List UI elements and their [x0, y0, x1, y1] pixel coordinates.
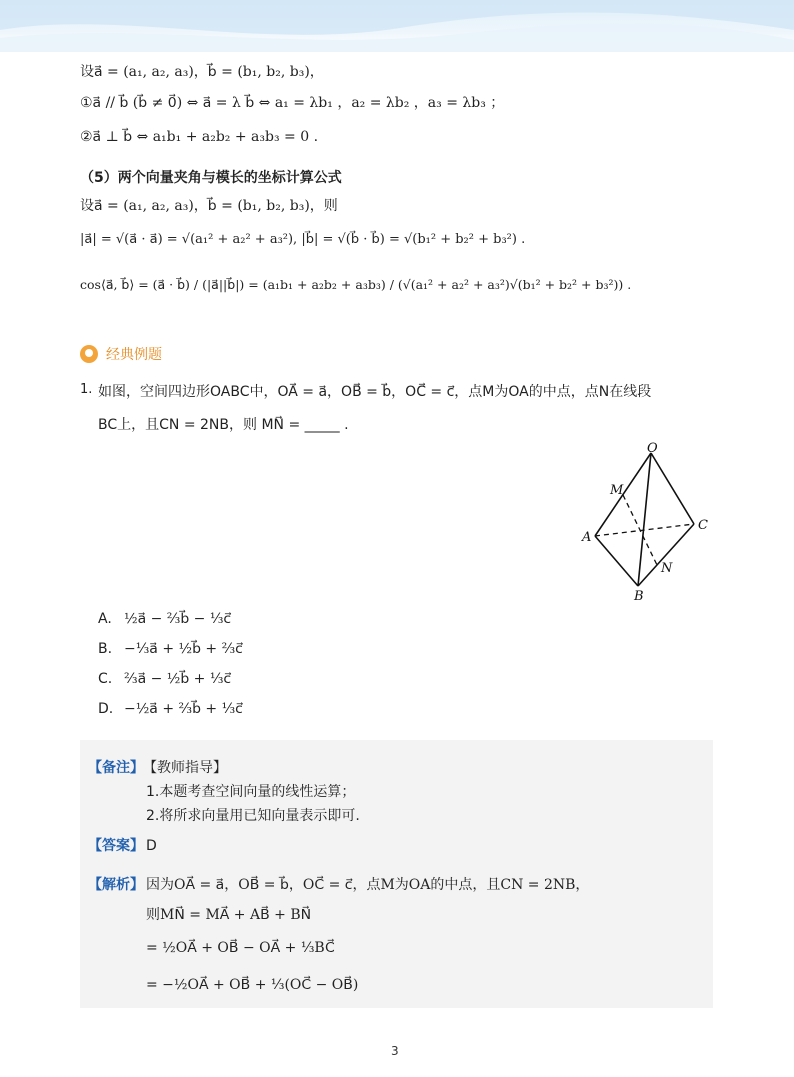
option-text: −⅓a⃗ + ½b⃗ + ⅔c⃗	[124, 641, 243, 657]
option-text: ⅔a⃗ − ½b⃗ + ⅓c⃗	[124, 671, 232, 687]
answer-options	[98, 604, 243, 724]
analysis-line-4: = −½OA⃗ + OB⃗ + ⅓(OC⃗ − OB⃗)	[146, 977, 359, 993]
label-n: N	[661, 561, 673, 576]
question-number: 1.	[80, 382, 93, 397]
note-title: 【教师指导】	[143, 760, 227, 776]
note-item-2: 2.将所求向量用已知向量表示即可.	[146, 808, 360, 824]
option-d[interactable]	[98, 694, 243, 724]
label-a: A	[582, 530, 592, 545]
option-text: ½a⃗ − ⅔b⃗ − ⅓c⃗	[124, 611, 232, 627]
section-title: （5）两个向量夹角与模长的坐标计算公式	[80, 170, 342, 186]
label-c: C	[698, 518, 708, 533]
option-letter: D.	[98, 701, 114, 717]
option-letter: C.	[98, 671, 113, 687]
formula-parallel: ①a⃗ // b⃗ (b⃗ ≠ 0⃗) ⇔ a⃗ = λ b⃗ ⇔ a₁ = λb₁ ，a₂ = λb₂ ，a₃ = λb₃ ；	[80, 95, 505, 111]
formula-perpendicular: ②a⃗ ⊥ b⃗ ⇔ a₁b₁ + a₂b₂ + a₃b₃ = 0 .	[80, 129, 319, 145]
solution-box	[80, 740, 713, 1008]
option-letter: A.	[98, 611, 112, 627]
page-number: 3	[391, 1044, 399, 1058]
example-header-label: 经典例题	[106, 347, 162, 363]
header-decoration	[0, 0, 794, 52]
analysis-line-1: 因为OA⃗ = a⃗，OB⃗ = b⃗，OC⃗ = c⃗，点M为OA的中点，且CN = 2NB，	[146, 877, 590, 893]
option-letter: B.	[98, 641, 113, 657]
tetrahedron-diagram	[575, 440, 725, 605]
question-text-line-1: 如图，空间四边形OABC中，OA⃗ = a⃗，OB⃗ = b⃗，OC⃗ = c⃗，点M为OA的中点，点N在线段	[98, 384, 652, 400]
question-text-line-2: BC上，且CN = 2NB，则 MN⃗ = _____ .	[98, 417, 349, 433]
label-b: B	[634, 589, 644, 604]
analysis-line-2: 则MN⃗ = MA⃗ + AB⃗ + BN⃗	[146, 907, 312, 923]
option-a[interactable]	[98, 604, 243, 634]
modulus-formula: |a⃗| = √(a⃗ · a⃗) = √(a₁² + a₂² + a₃²), |b⃗| = √(b⃗ · b⃗) = √(b₁² + b₂² + b₃²) .	[80, 232, 526, 247]
label-o: O	[647, 441, 658, 456]
analysis-line-3: = ½OA⃗ + OB⃗ − OA⃗ + ⅓BC⃗	[146, 940, 335, 956]
formula-line-1: 设a⃗ = (a₁, a₂, a₃)，b⃗ = (b₁, b₂, b₃)，	[80, 64, 324, 80]
answer-tag: 【答案】	[88, 838, 144, 854]
note-item-1: 1.本题考查空间向量的线性运算；	[146, 784, 356, 800]
option-b[interactable]	[98, 634, 243, 664]
section-line-1: 设a⃗ = (a₁, a₂, a₃)，b⃗ = (b₁, b₂, b₃)，则	[80, 198, 338, 214]
analysis-tag: 【解析】	[88, 877, 144, 893]
example-header	[80, 343, 162, 365]
option-text: −½a⃗ + ⅔b⃗ + ⅓c⃗	[124, 701, 243, 717]
lightbulb-icon	[80, 345, 98, 363]
option-c[interactable]	[98, 664, 243, 694]
cosine-formula: cos⟨a⃗, b⃗⟩ = (a⃗ · b⃗) / (|a⃗||b⃗|) = (a₁b₁ + a₂b₂ + a₃b₃) / (√(a₁² + a₂² + a₃²)√(b₁² + b₂² + b₃²)) .	[80, 277, 632, 292]
note-tag: 【备注】	[88, 760, 144, 776]
label-m: M	[610, 483, 624, 498]
answer-value: D	[146, 838, 157, 854]
